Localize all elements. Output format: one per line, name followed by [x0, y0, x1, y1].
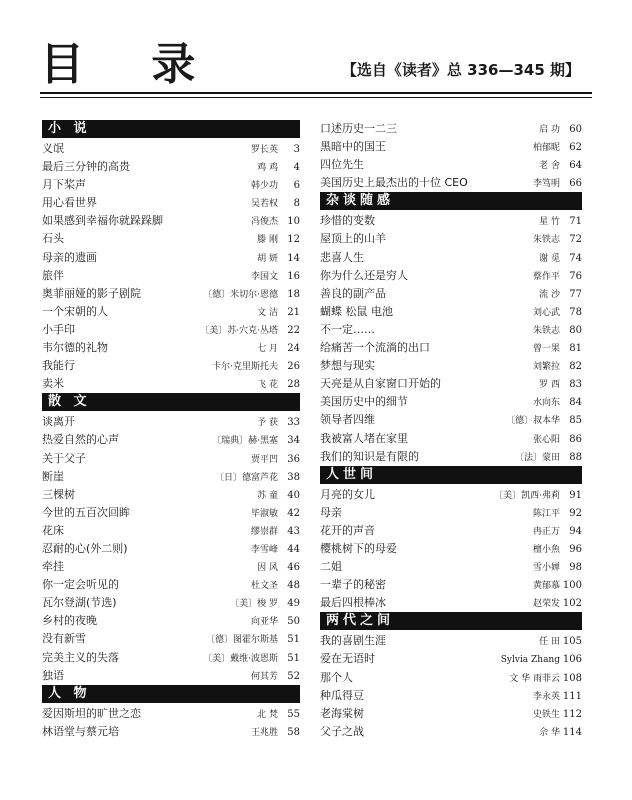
- entry-page: 94: [569, 525, 582, 537]
- toc-entry[interactable]: [320, 411, 582, 429]
- toc-entry[interactable]: [320, 723, 582, 741]
- source-note: 【选自《读者》总 336—345 期】: [341, 61, 580, 79]
- entry-author: 启 功: [539, 125, 560, 135]
- entry-author: 曾一果: [532, 344, 560, 355]
- entry-author: 罗 西: [539, 380, 560, 391]
- toc-entry[interactable]: [320, 230, 582, 248]
- toc-entry[interactable]: [320, 249, 582, 267]
- entry-author: 〔瑞典〕赫·黑塞: [212, 436, 278, 447]
- entry-author: 飞 花: [257, 380, 278, 391]
- entry-page: 78: [569, 306, 582, 318]
- entry-title: 花开的声音: [320, 523, 375, 537]
- entry-title: 种瓜得豆: [320, 688, 364, 702]
- entry-page: 91: [569, 489, 582, 501]
- entry-title: 口述历史一二三: [320, 122, 397, 135]
- toc-entry[interactable]: [42, 468, 300, 486]
- entry-author: 柏郁昵: [532, 143, 560, 154]
- toc-entry[interactable]: [320, 120, 582, 138]
- entry-page: 82: [569, 361, 582, 373]
- entry-title: 我能行: [42, 359, 75, 373]
- entry-title: 给痛苦一个流淌的出口: [320, 341, 430, 355]
- entry-title: 领导者四维: [320, 413, 375, 427]
- entry-page: 111: [562, 690, 582, 702]
- page-title: 目 录: [40, 39, 222, 90]
- entry-page: 62: [569, 142, 582, 154]
- toc-entry[interactable]: [42, 303, 300, 321]
- entry-page: 106: [562, 654, 582, 666]
- entry-title: 最后四根棒冰: [320, 596, 386, 610]
- entry-title: 谈离开: [42, 415, 75, 429]
- toc-entry[interactable]: [42, 267, 300, 285]
- toc-entry[interactable]: [42, 375, 300, 393]
- toc-entry[interactable]: [320, 321, 582, 339]
- entry-title: 花床: [42, 523, 64, 537]
- entry-title: 爱在无语时: [320, 652, 375, 666]
- entry-page: 80: [569, 324, 582, 336]
- entry-title: 热爱自然的心声: [42, 433, 119, 447]
- entry-page: 105: [562, 636, 582, 648]
- entry-page: 8: [293, 198, 300, 210]
- toc-entry[interactable]: [320, 650, 582, 668]
- entry-page: 58: [287, 726, 300, 738]
- entry-page: 34: [287, 435, 300, 447]
- entry-author: 李雪峰: [250, 544, 278, 555]
- entry-author: 〔日〕德富芦花: [214, 472, 278, 483]
- entry-page: 102: [562, 598, 582, 610]
- toc-entry[interactable]: [320, 540, 582, 558]
- toc-entry[interactable]: [320, 632, 582, 650]
- entry-author: 张心阳: [532, 434, 560, 445]
- entry-page: 86: [569, 433, 582, 445]
- entry-author: 史铁生: [532, 709, 560, 720]
- toc-entry[interactable]: [320, 357, 582, 375]
- entry-page: 77: [569, 288, 582, 300]
- entry-title: 我被富人堵在家里: [320, 431, 408, 445]
- entry-title: 屋顶上的山羊: [320, 232, 386, 246]
- entry-title: 没有新雪: [42, 632, 86, 646]
- entry-author: 谢 觅: [539, 253, 560, 264]
- entry-title: 完美主义的失落: [42, 650, 119, 664]
- toc-entry[interactable]: [42, 140, 300, 158]
- entry-page: 10: [287, 216, 300, 228]
- entry-author: 〔美〕戴维·波恩斯: [203, 653, 278, 664]
- entry-page: 74: [569, 252, 582, 264]
- toc-entry[interactable]: [42, 357, 300, 375]
- entry-author: 〔德〕叔本华: [505, 416, 560, 427]
- entry-title: 二姐: [320, 560, 342, 574]
- toc-entry[interactable]: [320, 558, 582, 576]
- entry-title: 珍惜的变数: [320, 214, 375, 228]
- entry-author: 任 田: [539, 637, 560, 648]
- entry-page: 48: [287, 580, 300, 592]
- entry-title: 义氓: [42, 142, 64, 155]
- entry-page: 16: [287, 270, 300, 282]
- entry-title: 蝴蝶 松鼠 电池: [320, 304, 393, 318]
- entry-author: 因 风: [257, 563, 278, 574]
- left-column: [42, 120, 300, 741]
- entry-title: 你为什么还是穷人: [320, 268, 408, 282]
- toc-entry[interactable]: [42, 594, 300, 612]
- entry-title: 美国历史中的细节: [320, 395, 408, 409]
- entry-page: 38: [287, 471, 300, 483]
- toc-entry[interactable]: [320, 522, 582, 540]
- entry-title: 月下桨声: [42, 178, 86, 192]
- entry-title: 乡村的夜晚: [42, 614, 97, 628]
- section-heading: 人世间: [320, 466, 582, 484]
- section-heading: 杂谈随感: [320, 192, 582, 210]
- entry-title: 石头: [42, 232, 64, 246]
- toc-entry[interactable]: [320, 267, 582, 285]
- entry-page: 42: [287, 507, 300, 519]
- entry-page: 46: [287, 562, 300, 574]
- entry-author: 冯俊杰: [250, 217, 278, 228]
- toc-entry[interactable]: [42, 285, 300, 303]
- toc-entry[interactable]: [42, 558, 300, 576]
- toc-section: [42, 393, 300, 684]
- entry-page: 50: [287, 616, 300, 628]
- entry-author: 〔美〕梭 罗: [230, 599, 278, 610]
- entry-author: 〔美〕苏·穴克·丛塔: [200, 325, 278, 336]
- toc-entry[interactable]: [320, 430, 582, 448]
- toc-entry[interactable]: [42, 705, 300, 723]
- entry-author: Sylvia Zhang: [500, 655, 560, 666]
- entry-author: 北 梵: [257, 709, 278, 720]
- entry-title: 美国历史上最杰出的十位 CEO: [320, 176, 468, 190]
- entry-page: 100: [562, 580, 582, 592]
- entry-title: 如果感到幸福你就跺跺脚: [42, 214, 163, 228]
- entry-author: 鸡 鸡: [257, 163, 278, 174]
- entry-page: 28: [287, 379, 300, 391]
- entry-author: 〔美〕凯西·弗莉: [494, 490, 560, 501]
- entry-title: 三棵树: [42, 487, 75, 501]
- entry-author: 王兆胜: [250, 727, 278, 738]
- entry-title: 樱桃树下的母爱: [320, 541, 397, 555]
- entry-page: 85: [569, 415, 582, 427]
- entry-page: 26: [287, 361, 300, 373]
- entry-author: 文 华 雨菲云: [509, 673, 560, 684]
- entry-author: 滕 刚: [257, 235, 278, 246]
- entry-author: 朱铁志: [532, 235, 560, 246]
- section-heading: 人 物: [42, 685, 300, 703]
- toc-entry[interactable]: [320, 594, 582, 612]
- entry-title: 母亲: [320, 505, 342, 519]
- entry-title: 林语堂与蔡元培: [42, 724, 119, 738]
- toc-entry[interactable]: [42, 249, 300, 267]
- entry-author: 予 获: [257, 418, 278, 429]
- entry-author: 缪崇群: [250, 526, 278, 537]
- entry-page: 51: [287, 652, 300, 664]
- entry-author: 卡尔·克里斯托夫: [212, 362, 278, 373]
- toc-entry[interactable]: [42, 413, 300, 431]
- entry-page: 114: [562, 726, 582, 738]
- toc-section: [42, 120, 300, 393]
- section-heading: 散 文: [42, 393, 300, 411]
- toc-entry[interactable]: [42, 522, 300, 540]
- toc-entry[interactable]: [42, 540, 300, 558]
- toc-entry[interactable]: [320, 669, 582, 687]
- entry-author: 陈江平: [532, 508, 560, 519]
- entry-title: 梦想与现实: [320, 359, 375, 373]
- entry-title: 今世的五百次回眸: [42, 505, 130, 519]
- entry-author: 七 月: [257, 344, 278, 355]
- toc-entry[interactable]: [42, 450, 300, 468]
- entry-title: 你一定会听见的: [42, 578, 119, 592]
- entry-title: 牵挂: [42, 560, 64, 574]
- entry-author: 刘繁拉: [532, 362, 560, 373]
- toc-entry[interactable]: [320, 504, 582, 522]
- entry-page: 88: [569, 451, 582, 463]
- entry-title: 忍耐的心(外二则): [42, 541, 128, 555]
- entry-author: 老 舍: [539, 161, 560, 172]
- toc-entry[interactable]: [320, 303, 582, 321]
- entry-author: 李国文: [250, 271, 278, 282]
- toc-entry[interactable]: [320, 174, 582, 192]
- entry-page: 52: [287, 670, 300, 682]
- entry-title: 断崖: [42, 469, 64, 483]
- entry-author: 黄郁慕: [532, 581, 560, 592]
- entry-author: 贾平凹: [250, 454, 278, 465]
- entry-page: 92: [569, 507, 582, 519]
- toc-entry[interactable]: [42, 723, 300, 741]
- entry-title: 四位先生: [320, 158, 364, 172]
- entry-page: 18: [287, 288, 300, 300]
- section-heading: 小 说: [42, 120, 300, 138]
- entry-page: 36: [287, 453, 300, 465]
- entry-author: 韩少功: [250, 181, 278, 192]
- entry-author: 李笃明: [532, 179, 560, 190]
- entry-title: 韦尔德的礼物: [42, 341, 108, 355]
- entry-page: 33: [287, 417, 300, 429]
- entry-author: 胡 妍: [257, 253, 278, 264]
- entry-title: 瓦尔登湖(节选): [42, 596, 117, 610]
- entry-title: 一个宋朝的人: [42, 304, 108, 318]
- toc-entry[interactable]: [320, 375, 582, 393]
- entry-page: 60: [569, 124, 582, 135]
- header-rule-thin: [40, 97, 592, 98]
- entry-page: 51: [287, 634, 300, 646]
- toc-entry[interactable]: [42, 212, 300, 230]
- entry-author: 李永英: [532, 691, 560, 702]
- entry-author: 罗长英: [250, 145, 278, 155]
- entry-title: 旅伴: [42, 268, 64, 282]
- entry-page: 44: [287, 543, 300, 555]
- toc-entry[interactable]: [42, 630, 300, 648]
- toc-entry[interactable]: [320, 138, 582, 156]
- entry-author: 文 洁: [257, 307, 278, 318]
- entry-title: 天亮是从自家窗口开始的: [320, 377, 441, 391]
- entry-page: 21: [287, 306, 300, 318]
- entry-page: 49: [287, 598, 300, 610]
- toc-entry[interactable]: [42, 431, 300, 449]
- toc-section: [320, 466, 582, 613]
- toc-entry[interactable]: [320, 687, 582, 705]
- entry-page: 43: [287, 525, 300, 537]
- entry-title: 我们的知识是有限的: [320, 449, 419, 463]
- entry-page: 24: [287, 343, 300, 355]
- entry-title: 我的喜剧生涯: [320, 634, 386, 648]
- toc-entry[interactable]: [42, 649, 300, 667]
- entry-author: 冉正万: [532, 526, 560, 537]
- toc-entry[interactable]: [320, 339, 582, 357]
- right-column: [320, 120, 582, 741]
- entry-title: 一辈子的秘密: [320, 578, 386, 592]
- entry-author: 吴若权: [250, 199, 278, 210]
- entry-title: 善良的副产品: [320, 286, 386, 300]
- toc-entry[interactable]: [42, 612, 300, 630]
- entry-author: 〔法〕蒙田: [514, 452, 560, 463]
- entry-author: 苏 童: [257, 490, 278, 501]
- toc-entry[interactable]: [320, 576, 582, 594]
- entry-page: 96: [569, 543, 582, 555]
- entry-page: 108: [562, 672, 582, 684]
- entry-author: 檀小魚: [532, 544, 560, 555]
- toc-entry[interactable]: [320, 285, 582, 303]
- entry-title: 黑暗中的国王: [320, 140, 386, 154]
- entry-title: 奥菲丽娅的影子剧院: [42, 286, 141, 300]
- toc-entry[interactable]: [42, 194, 300, 212]
- toc-entry[interactable]: [42, 576, 300, 594]
- entry-title: 爱因斯坦的旷世之恋: [42, 706, 141, 720]
- entry-author: 佘 华: [539, 727, 560, 738]
- entry-page: 4: [293, 162, 300, 174]
- toc-entry[interactable]: [320, 156, 582, 174]
- toc-entry[interactable]: [42, 230, 300, 248]
- entry-author: 蔡作平: [532, 271, 560, 282]
- entry-page: 14: [287, 252, 300, 264]
- entry-page: 84: [569, 397, 582, 409]
- entry-author: 雪小婵: [532, 563, 560, 574]
- toc-entry[interactable]: [42, 321, 300, 339]
- entry-title: 关于父子: [42, 451, 86, 465]
- entry-title: 月亮的女儿: [320, 487, 375, 501]
- entry-author: 向亚华: [250, 617, 278, 628]
- entry-title: 老海棠树: [320, 706, 364, 720]
- toc-entry[interactable]: [42, 667, 300, 685]
- toc-entry[interactable]: [320, 393, 582, 411]
- toc-section: [42, 685, 300, 741]
- toc-entry[interactable]: [320, 448, 582, 466]
- entry-page: 64: [569, 160, 582, 172]
- toc-entry[interactable]: [42, 486, 300, 504]
- entry-page: 112: [562, 708, 582, 720]
- entry-title: 那个人: [320, 670, 353, 684]
- entry-title: 最后三分钟的高贵: [42, 160, 130, 174]
- entry-author: 朱铁志: [532, 325, 560, 336]
- entry-author: 杜文圣: [250, 581, 278, 592]
- toc-entry[interactable]: [320, 705, 582, 723]
- entry-author: 毕淑敏: [250, 508, 278, 519]
- entry-title: 卖米: [42, 377, 64, 391]
- entry-author: 何其芳: [250, 671, 278, 682]
- header-rule: [40, 92, 592, 94]
- entry-page: 98: [569, 562, 582, 574]
- toc-entry[interactable]: [42, 158, 300, 176]
- entry-author: 〔德〕图霍尔斯基: [205, 635, 278, 646]
- toc-section: [320, 612, 582, 741]
- toc-entry[interactable]: [42, 504, 300, 522]
- entry-author: 赵荣发: [532, 599, 560, 610]
- entry-title: 独语: [42, 668, 64, 682]
- entry-author: 刘心武: [532, 307, 560, 318]
- entry-title: 小手印: [42, 322, 75, 336]
- entry-page: 55: [287, 708, 300, 720]
- entry-title: 母亲的遗画: [42, 250, 97, 264]
- entry-page: 71: [569, 216, 582, 228]
- toc-entry[interactable]: [320, 212, 582, 230]
- entry-page: 83: [569, 379, 582, 391]
- entry-author: 星 竹: [539, 217, 560, 228]
- entry-page: 81: [569, 343, 582, 355]
- toc-entry[interactable]: [42, 176, 300, 194]
- toc-entry[interactable]: [320, 486, 582, 504]
- toc-section: [320, 120, 582, 192]
- entry-page: 76: [569, 270, 582, 282]
- entry-title: 用心看世界: [42, 196, 97, 210]
- entry-page: 12: [287, 234, 300, 246]
- entry-page: 66: [569, 178, 582, 190]
- entry-title: 不一定……: [320, 322, 375, 336]
- entry-author: 〔德〕米切尔·恩德: [203, 289, 278, 300]
- section-heading: 两代之间: [320, 612, 582, 630]
- toc-section: [320, 192, 582, 465]
- entry-page: 6: [293, 180, 300, 192]
- entry-title: 悲喜人生: [320, 250, 364, 264]
- toc-entry[interactable]: [42, 339, 300, 357]
- entry-author: 水向东: [532, 398, 560, 409]
- entry-page: 72: [569, 234, 582, 246]
- entry-page: 3: [293, 144, 300, 155]
- entry-page: 22: [287, 324, 300, 336]
- entry-page: 40: [287, 489, 300, 501]
- entry-title: 父子之战: [320, 724, 364, 738]
- entry-author: 流 沙: [539, 289, 560, 300]
